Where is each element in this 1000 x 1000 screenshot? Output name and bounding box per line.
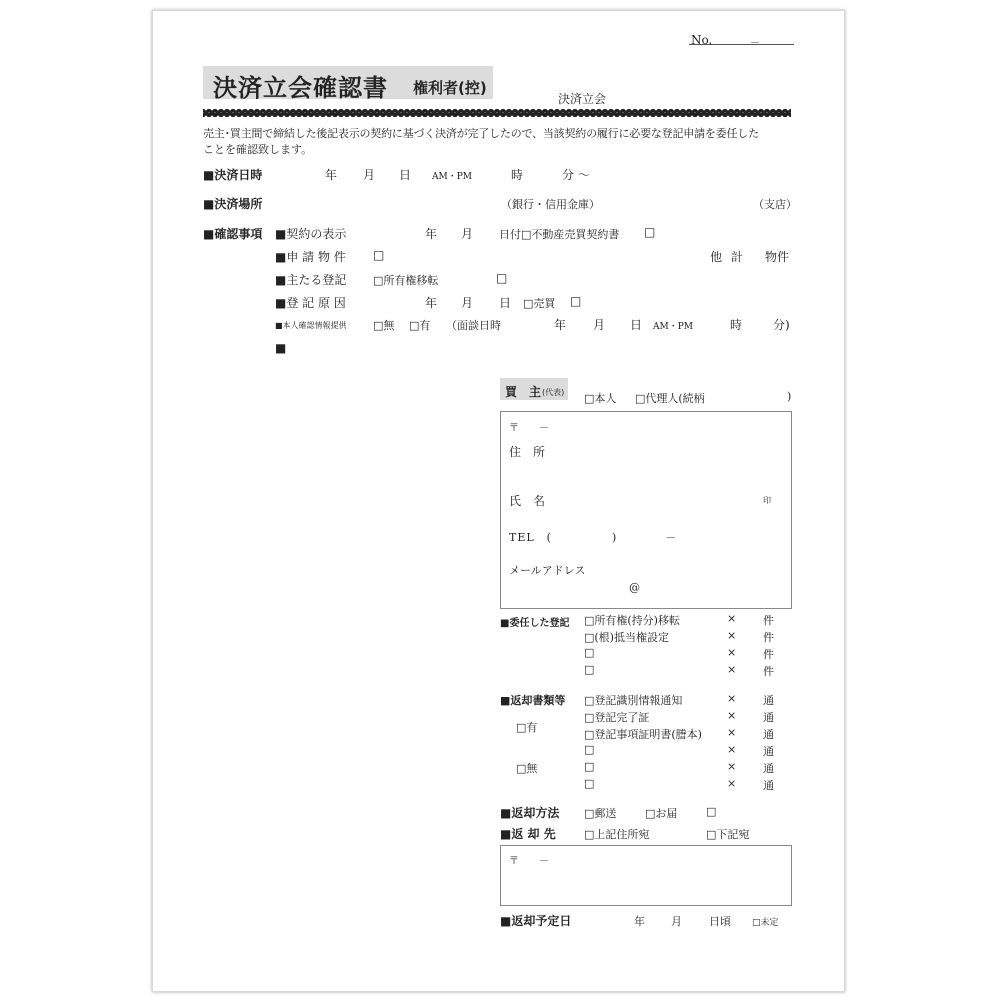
settlement-hour: 時 — [511, 168, 524, 182]
witness-label: 決済立会 — [558, 92, 607, 106]
number-label: No. — [691, 33, 713, 47]
returned-doc-item[interactable]: □ — [584, 777, 595, 790]
returned-doc-times: × — [727, 726, 737, 739]
contract-month: 月 — [461, 227, 474, 241]
return-method-deliver[interactable]: □お届 — [645, 807, 678, 820]
form-page — [152, 10, 845, 992]
confirm-label: ■確認事項 — [203, 227, 263, 241]
return-method-mail[interactable]: □郵送 — [584, 807, 617, 820]
returned-doc-unit: 通 — [763, 711, 774, 724]
entrusted-times: × — [727, 663, 737, 676]
returned-doc-unit: 通 — [763, 745, 774, 758]
entrusted-unit: 件 — [763, 631, 774, 644]
id-info-day: 日 — [630, 318, 643, 332]
seal-mark: 印 — [763, 496, 771, 505]
id-info-label: ■本人確認情報提供 — [275, 321, 347, 330]
number-dash: － — [750, 38, 760, 49]
main-registration-label: ■主たる登記 — [275, 273, 347, 287]
return-date-month: 月 — [671, 915, 682, 928]
cause-month: 月 — [461, 296, 474, 310]
title-box — [203, 66, 493, 102]
entrusted-times: × — [727, 646, 737, 659]
entrusted-item[interactable]: □(根)抵当権設定 — [584, 631, 669, 644]
buyer-address-label: 住 所 — [509, 445, 546, 459]
settlement-year: 年 — [325, 168, 338, 182]
returned-doc-unit: 通 — [763, 762, 774, 775]
entrusted-times: × — [727, 629, 737, 642]
intro-line-1: 売主･買主間で締結した後記表示の契約に基づく決済が完了したので、当該契約の履行に必要な登記申請を委任した — [203, 127, 759, 140]
returned-doc-item[interactable]: □ — [584, 760, 595, 773]
cause-label: ■登 記 原 因 — [275, 296, 346, 310]
main-registration-option-2[interactable]: □ — [496, 271, 508, 285]
page-title: 決済立会確認書 — [213, 74, 388, 102]
settlement-day: 日 — [399, 168, 412, 182]
buyer-agent-close: ) — [787, 390, 792, 403]
property-unit: 物件 — [765, 250, 790, 264]
property-label: ■申 請 物 件 — [275, 250, 346, 264]
entrusted-unit: 件 — [763, 665, 774, 678]
id-info-none[interactable]: □無 — [373, 319, 395, 332]
return-date-day: 日頃 — [709, 915, 731, 928]
returned-doc-item[interactable]: □登記事項証明書(謄本) — [584, 728, 702, 741]
id-info-date-label: （面談日時 — [446, 319, 501, 332]
returned-doc-times: × — [727, 743, 737, 756]
number-underline — [689, 44, 794, 45]
settlement-place-label: ■決済場所 — [203, 197, 263, 211]
return-dest-postal: 〒 － — [509, 856, 549, 867]
entrusted-unit: 件 — [763, 648, 774, 661]
return-dest-below[interactable]: □下記宛 — [706, 828, 750, 841]
entrusted-item[interactable]: □ — [584, 663, 595, 676]
property-total: 計 — [731, 250, 744, 264]
returned-docs-label: ■返却書類等 — [500, 694, 566, 707]
return-dest-box[interactable] — [500, 845, 792, 906]
returned-doc-times: × — [727, 760, 737, 773]
id-info-ampm: AM・PM — [653, 322, 693, 332]
return-date-label: ■返却予定日 — [500, 914, 572, 928]
property-checkbox[interactable]: □ — [373, 248, 385, 262]
page-subtitle: 権利者(控) — [413, 79, 487, 97]
returned-docs-no[interactable]: □無 — [516, 762, 538, 775]
buyer-self-checkbox[interactable]: □本人 — [584, 392, 617, 405]
id-info-minute: 分) — [773, 318, 790, 332]
returned-doc-item[interactable]: □登記完了証 — [584, 711, 650, 724]
contract-date: 日付□不動産売買契約書 — [499, 228, 620, 241]
returned-doc-unit: 通 — [763, 779, 774, 792]
id-info-year: 年 — [554, 318, 567, 332]
returned-doc-item[interactable]: □ — [584, 743, 595, 756]
return-method-other[interactable]: □ — [706, 805, 717, 818]
cause-option-other[interactable]: □ — [570, 294, 582, 308]
returned-doc-times: × — [727, 692, 737, 705]
returned-doc-times: × — [727, 777, 737, 790]
settlement-month: 月 — [363, 168, 376, 182]
buyer-email-label: メールアドレス — [509, 564, 586, 577]
intro-line-2: ことを確認致します。 — [203, 143, 313, 156]
buyer-label: 買 主 — [505, 385, 542, 399]
id-info-yes[interactable]: □有 — [409, 319, 431, 332]
buyer-email-at: @ — [629, 581, 640, 594]
buyer-name-label: 氏 名 — [509, 494, 546, 508]
buyer-info-box[interactable] — [500, 411, 792, 609]
diamond-rule — [203, 109, 791, 117]
cause-option-sale[interactable]: □売買 — [523, 297, 556, 310]
entrusted-times: × — [727, 612, 737, 625]
contract-checkbox[interactable]: □ — [644, 225, 656, 239]
settlement-date-label: ■決済日時 — [203, 168, 263, 182]
settlement-bank: （銀行・信用金庫） — [501, 198, 600, 211]
contract-year: 年 — [425, 227, 438, 241]
return-date-undecided[interactable]: □未定 — [752, 918, 779, 928]
returned-doc-times: × — [727, 709, 737, 722]
cause-year: 年 — [425, 296, 438, 310]
returned-doc-unit: 通 — [763, 694, 774, 707]
entrusted-item[interactable]: □所有権(持分)移転 — [584, 614, 680, 627]
buyer-agent-checkbox[interactable]: □代理人(続柄 — [635, 392, 705, 405]
returned-doc-unit: 通 — [763, 728, 774, 741]
extra-item-marker: ■ — [275, 341, 287, 355]
return-dest-above[interactable]: □上記住所宛 — [584, 828, 650, 841]
cause-day: 日 — [499, 296, 512, 310]
id-info-month: 月 — [593, 318, 606, 332]
id-info-hour: 時 — [730, 318, 743, 332]
buyer-rep: (代表) — [542, 388, 565, 397]
entrusted-label: ■委任した登記 — [500, 618, 570, 629]
settlement-minute: 分 ～ — [562, 168, 590, 182]
entrusted-item[interactable]: □ — [584, 646, 595, 659]
buyer-tel: TEL ( ) － — [509, 531, 678, 544]
property-other: 他 — [710, 250, 723, 264]
returned-doc-item[interactable]: □登記識別情報通知 — [584, 694, 683, 707]
entrusted-unit: 件 — [763, 614, 774, 627]
return-date-year: 年 — [634, 915, 645, 928]
contract-label: ■契約の表示 — [275, 227, 347, 241]
return-dest-label: ■返 却 先 — [500, 827, 556, 841]
settlement-ampm: AM・PM — [432, 172, 472, 182]
settlement-branch: （支店） — [753, 198, 797, 211]
returned-docs-yes[interactable]: □有 — [516, 721, 538, 734]
main-registration-option-1[interactable]: □所有権移転 — [373, 274, 439, 287]
return-method-label: ■返却方法 — [500, 806, 560, 820]
buyer-postal: 〒 － — [509, 423, 549, 434]
